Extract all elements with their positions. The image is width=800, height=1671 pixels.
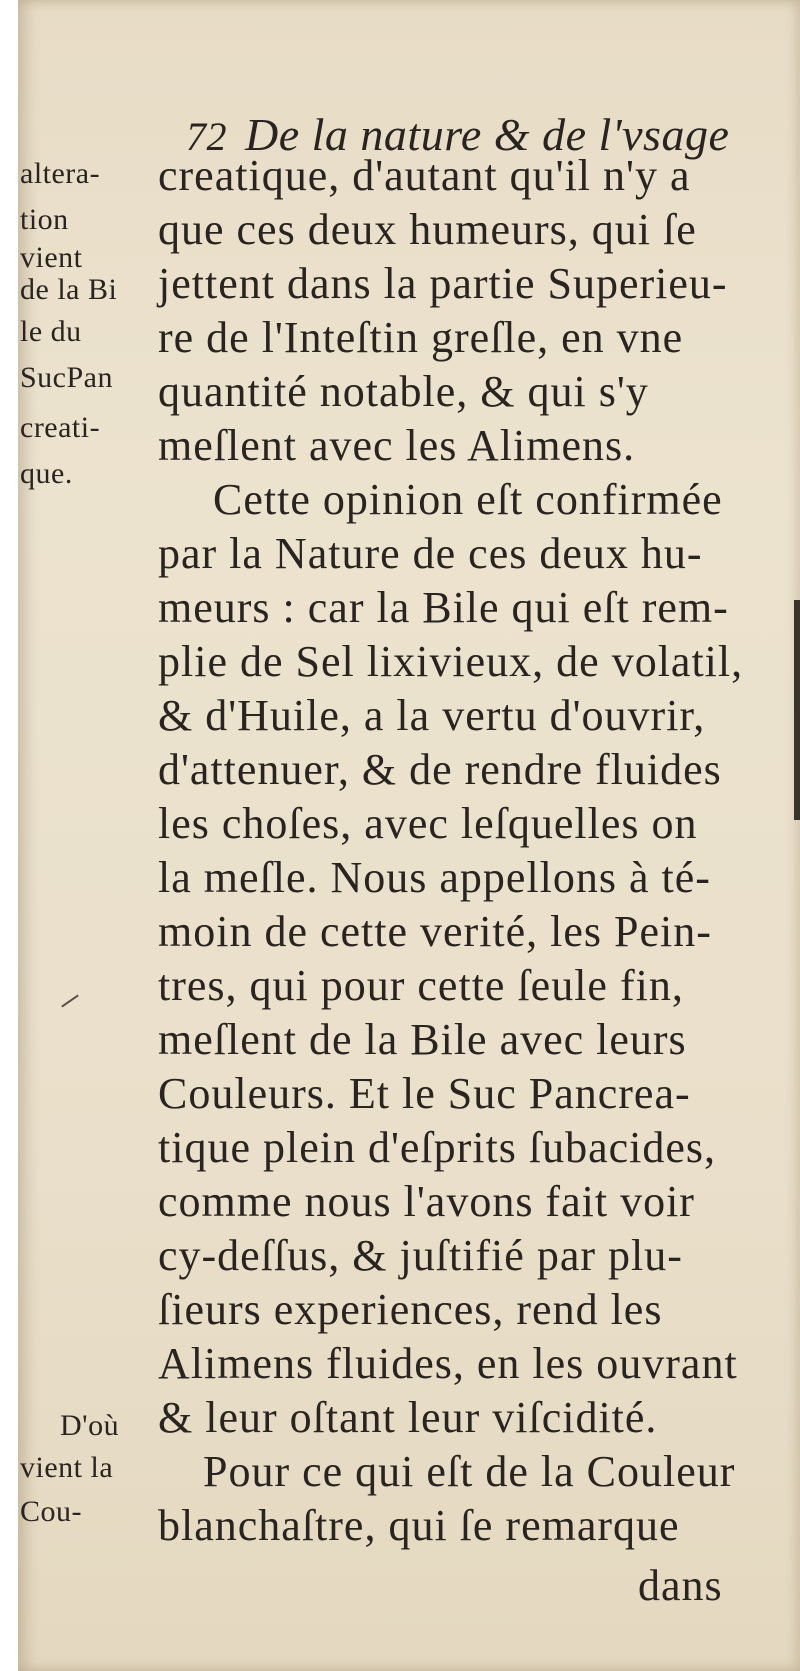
text-line: re de l'Inteſtin greſle, en vne bbox=[158, 313, 684, 362]
catchword: dans bbox=[638, 1561, 723, 1610]
text-line: Pour ce qui eſt de la Couleur bbox=[203, 1447, 736, 1496]
text-line: les choſes, avec leſquelles on bbox=[158, 799, 698, 848]
text-line: tres, qui pour cette ſeule fin, bbox=[158, 961, 684, 1010]
text-line: moin de cette verité, les Pein- bbox=[158, 907, 712, 956]
text-line: meſlent de la Bile avec leurs bbox=[158, 1015, 687, 1064]
running-title: De la nature & de l'vsage bbox=[245, 109, 730, 160]
margin-note: vient la bbox=[20, 1451, 114, 1484]
text-line: d'attenuer, & de rendre fluides bbox=[158, 745, 722, 794]
book-page bbox=[18, 0, 800, 1671]
text-line: plie de Sel lixivieux, de volatil, bbox=[158, 637, 744, 686]
text-line: meurs : car la Bile qui eſt rem- bbox=[158, 583, 729, 632]
text-line: blanchaſtre, qui ſe remarque bbox=[158, 1501, 680, 1550]
text-line: & leur oſtant leur viſcidité. bbox=[158, 1393, 658, 1442]
margin-note: vient bbox=[20, 241, 83, 274]
text-line: ſieurs experiences, rend les bbox=[158, 1285, 663, 1334]
text-line: creatique, d'autant qu'il n'y a bbox=[158, 151, 691, 200]
text-line: Cette opinion eſt confirmée bbox=[213, 475, 723, 524]
margin-note: creati- bbox=[20, 411, 101, 444]
text-line: jettent dans la partie Superieu- bbox=[158, 259, 728, 308]
margin-note: le du bbox=[20, 315, 82, 348]
text-line: Couleurs. Et le Suc Pancrea- bbox=[158, 1069, 691, 1118]
margin-note: SucPan bbox=[20, 361, 113, 394]
text-line: Alimens fluides, en les ouvrant bbox=[158, 1339, 738, 1388]
pen-mark bbox=[61, 994, 79, 1007]
page-number: 72 bbox=[186, 114, 227, 159]
page-edge-shadow bbox=[794, 600, 800, 820]
text-line: meſlent avec les Alimens. bbox=[158, 421, 636, 470]
margin-note: de la Bi bbox=[20, 273, 118, 306]
text-line: la meſle. Nous appellons à té- bbox=[158, 853, 711, 902]
margin-note: que. bbox=[20, 457, 73, 490]
margin-note: Cou- bbox=[20, 1495, 82, 1528]
text-line: & d'Huile, a la vertu d'ouvrir, bbox=[158, 691, 706, 740]
text-line: tique plein d'eſprits ſubacides, bbox=[158, 1123, 717, 1172]
text-line: par la Nature de ces deux hu- bbox=[158, 529, 703, 578]
text-line: quantité notable, & qui s'y bbox=[158, 367, 649, 416]
margin-note: D'où bbox=[60, 1409, 120, 1442]
text-line: cy-deſſus, & juſtifié par plu- bbox=[158, 1231, 683, 1280]
text-line: que ces deux humeurs, qui ſe bbox=[158, 205, 697, 254]
margin-note: tion bbox=[20, 203, 69, 236]
margin-note: altera- bbox=[20, 157, 101, 190]
text-line: comme nous l'avons fait voir bbox=[158, 1177, 695, 1226]
